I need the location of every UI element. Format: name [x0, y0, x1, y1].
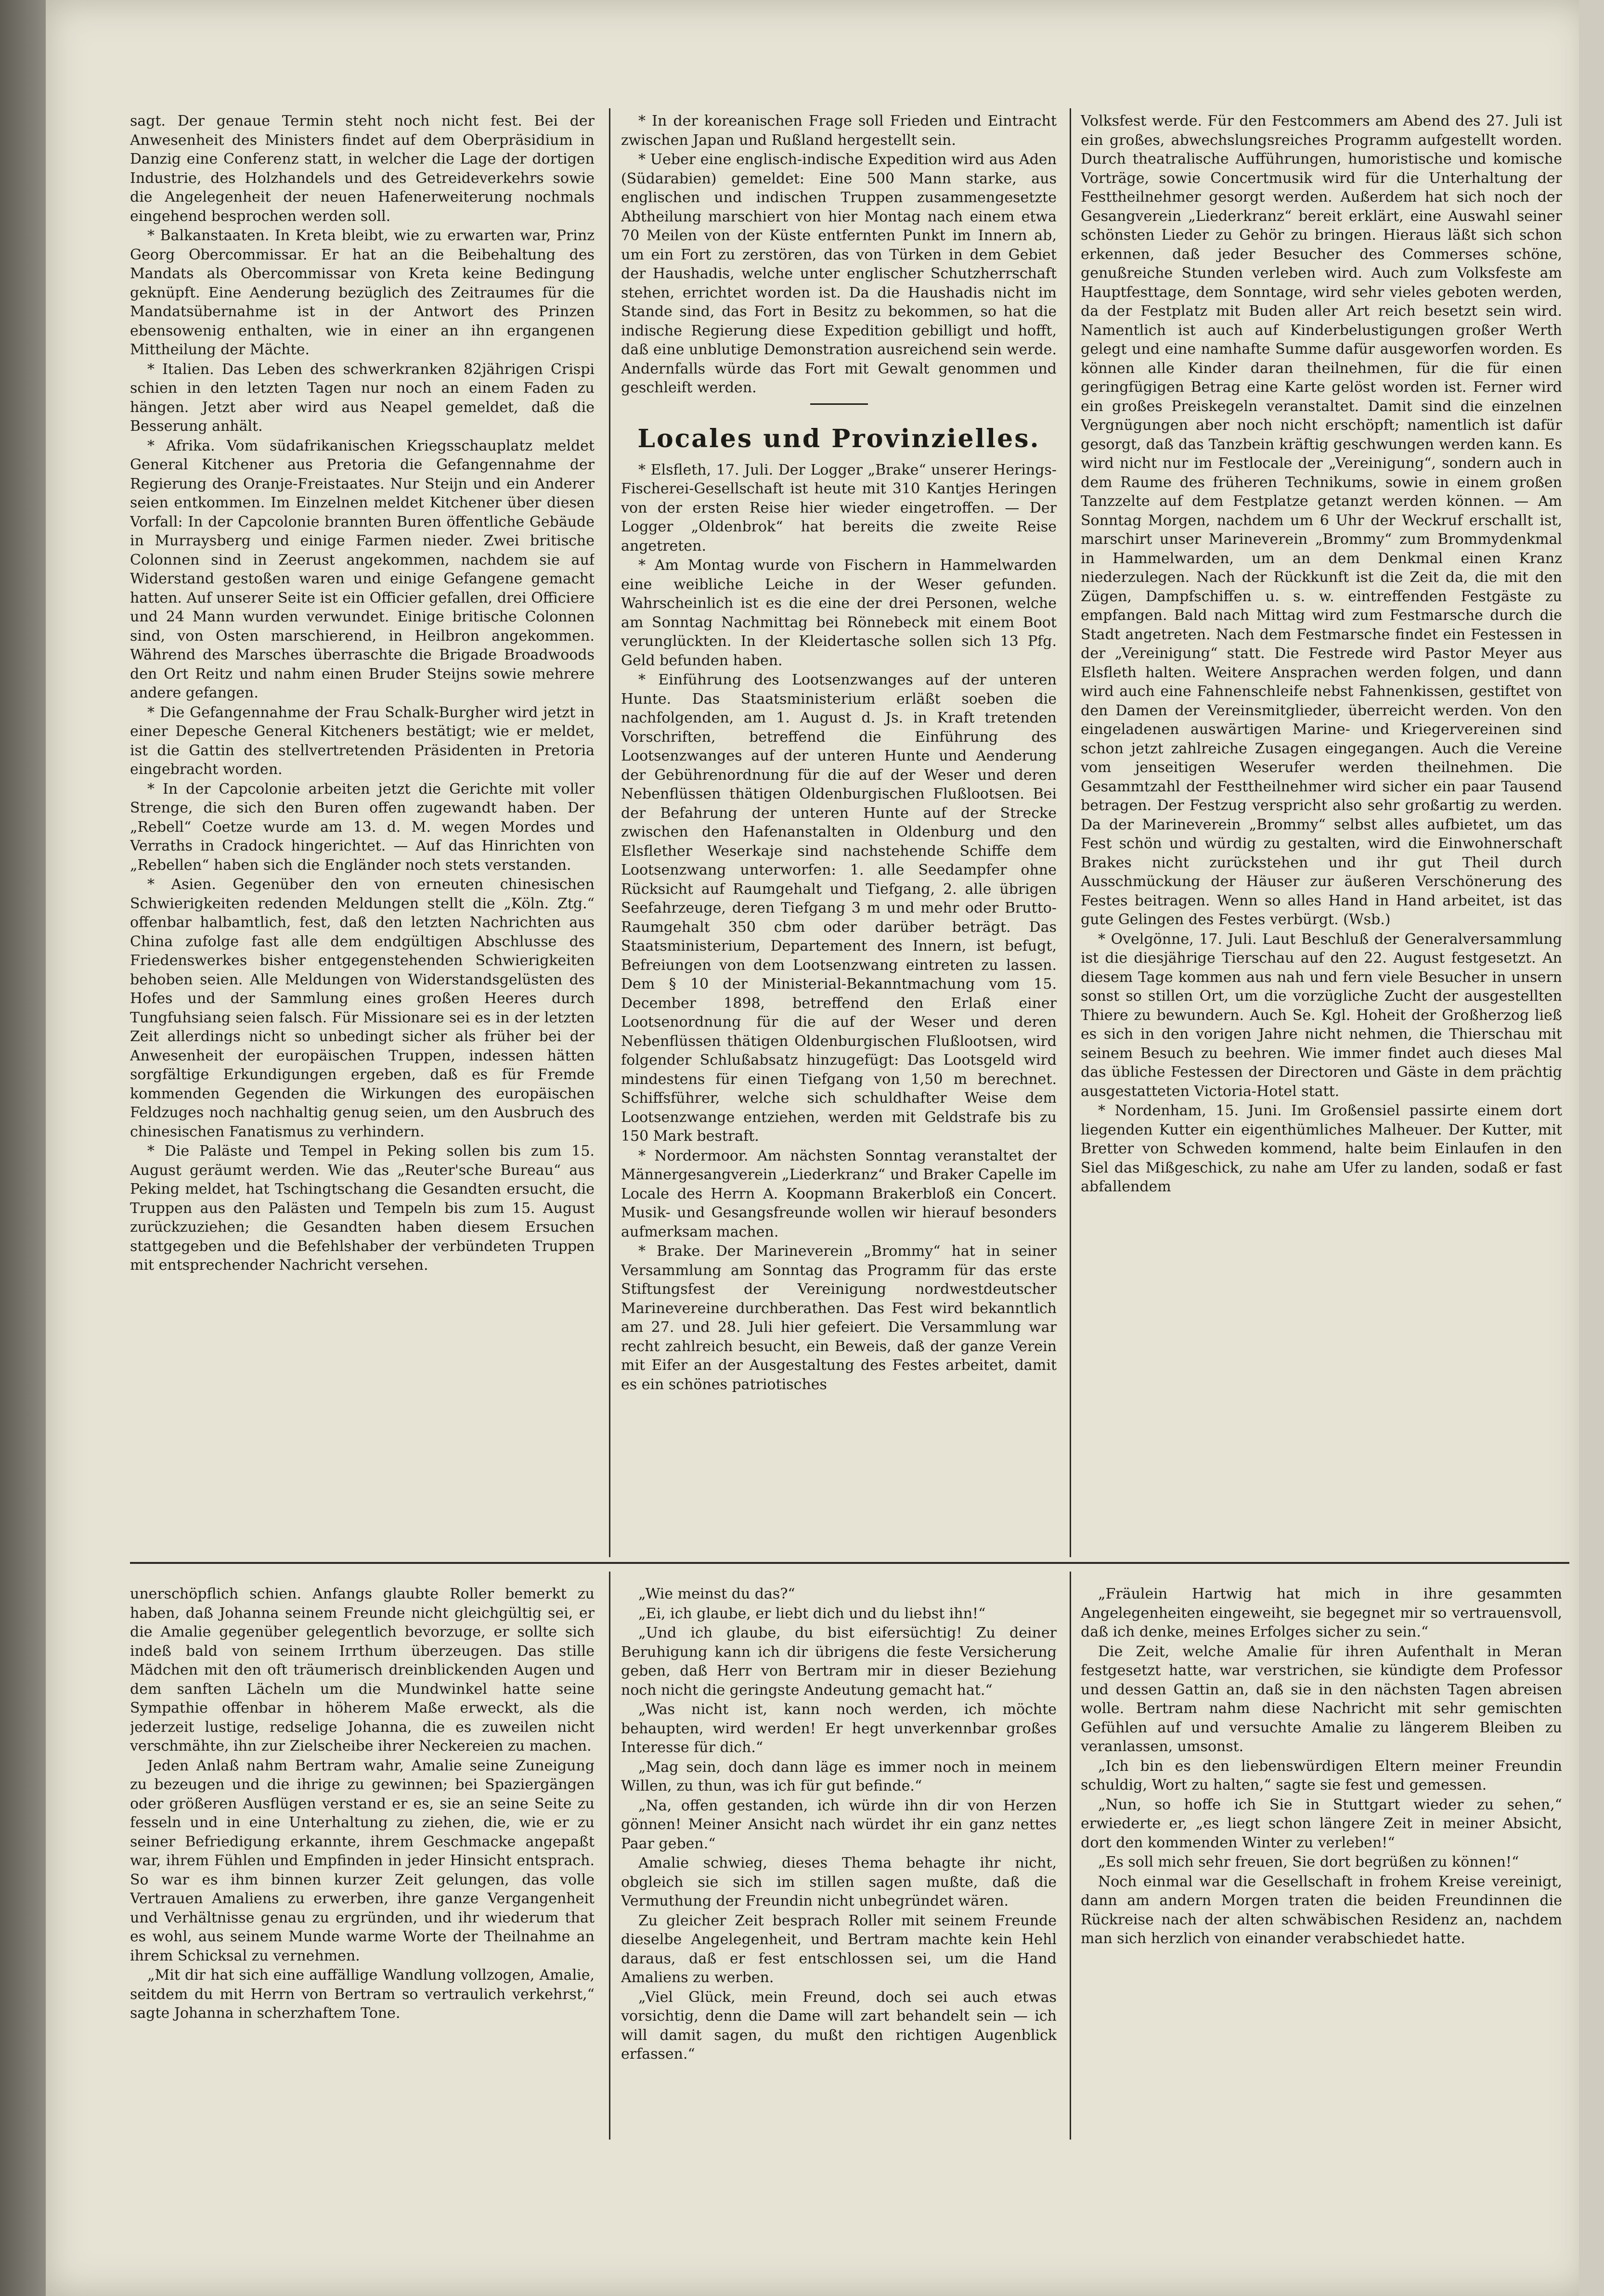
story-paragraph: „Na, offen gestanden, ich würde ihn dir von Herzen gönnen! Meiner Ansicht nach würdet ihr ein ganz nettes Paar geben.“ — [621, 1797, 1057, 1852]
story-paragraph: „Was nicht ist, kann noch werden, ich möchte behaupten, wird werden! Er hegt unverkennbar großes Interesse für dich.“ — [621, 1701, 1057, 1756]
section-divider — [810, 403, 868, 405]
story-paragraph: „Ich bin es den liebenswürdigen Eltern meiner Freundin schuldig, Wort zu halten,“ sagte sie fest und gemessen. — [1081, 1757, 1562, 1793]
article-afrika: * Afrika. Vom südafrikanischen Kriegsschauplatz meldet General Kitchener aus Pretoria die Gefangennahme der Regierung des Oranje-Freistaates. Nur Steijn und ein Anderer seien entkommen. Im Einzelnen meldet Kitchener über diesen Vorfall: In der Capcolonie brannten Buren öffentliche Gebäude in Murraysberg und einige Farmen nieder. Zwei britische Colonnen sind in Zeerust angekommen, nachdem sie auf Widerstand gestoßen waren und einige Gefangene gemacht hatten. Auf unserer Seite ist ein Officier gefallen, drei Officiere und 24 Mann wurden verwundet. Einige britische Colonnen sind, von Osten marschierend, in Heilbron angekommen. Während des Marsches überraschte die Brigade Broadwoods den Ort Reitz und nahm einen Bruder Steijns sowie mehrere andere gefangen. — [130, 437, 595, 701]
story-paragraph: „Wie meinst du das?“ — [638, 1586, 795, 1602]
article-nordermoor: * Nordermoor. Am nächsten Sonntag veranstaltet der Männergesangverein „Liederkranz“ und Braker Capelle im Locale des Herrn A. Koopmann Brakerbloß ein Concert. Musik- und Gesangsfreunde wollen wir hierauf besonders aufmerksam machen. — [621, 1147, 1057, 1240]
news-column-1 — [130, 112, 595, 1556]
story-paragraph: Zu gleicher Zeit besprach Roller mit seinem Freunde dieselbe Angelegenheit, und Bertram machte kein Hehl daraus, daß er fest entschlossen sei, um die Hand Amaliens zu werben. — [621, 1912, 1057, 1986]
binding-edge — [0, 0, 46, 2296]
article-balkanstaaten: * Balkanstaaten. In Kreta bleibt, wie zu erwarten war, Prinz Georg Obercommissar. Er hat an die Beibehaltung des Mandats als Obercommissar von Kreta keine Bedingung geknüpft. Eine Aenderung bezüglich des Zeitraumes für die Mandatsübernahme ist in der Antwort des Prinzen ebensowenig enthalten, wie in einer an ihn ergangenen Mittheilung der Mächte. — [130, 227, 595, 358]
story-paragraph: „Mit dir hat sich eine auffällige Wandlung vollzogen, Amalie, seitdem du mit Herrn von Bertram so vertraulich verkehrst,“ sagte Johanna in scherzhaftem Tone. — [130, 1967, 595, 2022]
article-peking: * Die Paläste und Tempel in Peking sollen bis zum 15. August geräumt werden. Wie das „Reuter'sche Bureau“ aus Peking meldet, hat Tschingtschang die Gesandten ersucht, die Truppen aus den Palästen und Tempeln bis zum 15. August zurückzuziehen; die Gesandten haben diesem Ersuchen stattgegeben und die Befehlshaber der verbündeten Truppen mit entsprechender Nachricht versehen. — [130, 1143, 595, 1274]
news-column-3 — [1081, 112, 1562, 1556]
feuilleton-column-3 — [1081, 1585, 1562, 2138]
feuilleton-column-2 — [621, 1585, 1057, 2138]
news-column-2 — [621, 112, 1057, 1556]
article-capcolonie: * In der Capcolonie arbeiten jetzt die Gerichte mit voller Strenge, die sich den Buren offen zugewandt haben. Der „Rebell“ Coetze wurde am 13. d. M. wegen Mordes und Verraths in Cradock hingerichtet. — Auf das Hinrichten von „Rebellen“ haben sich die Engländer noch stets verstanden. — [130, 780, 595, 874]
article-hammelwarden: * Am Montag wurde von Fischern in Hammelwarden eine weibliche Leiche in der Weser gefunden. Wahrscheinlich ist es die eine der drei Personen, welche am Sonntag Nachmittag bei Rönnebeck mit einem Boot verunglückten. In der Kleidertasche sollen sich 13 Pfg. Geld befunden haben. — [621, 557, 1057, 669]
story-paragraph: Die Zeit, welche Amalie für ihren Aufenthalt in Meran festgesetzt hatte, war verstrichen, sie kündigte dem Professor und dessen Gattin an, daß sie in den nächsten Tagen abreisen wolle. Bertram nahm diese Nachricht mit sehr gemischten Gefühlen auf und versuchte Amalie zu längerem Bleiben zu veranlassen, umsonst. — [1081, 1643, 1562, 1755]
article-elsfleth: * Elsfleth, 17. Juli. Der Logger „Brake“ unserer Herings-Fischerei-Gesellschaft ist heute mit 310 Kantjes Heringen von der ersten Reise hier wieder eingetroffen. — Der Logger „Oldenbrok“ hat bereits die zweite Reise angetreten. — [621, 461, 1057, 555]
article-paragraph: sagt. Der genaue Termin steht noch nicht fest. Bei der Anwesenheit des Ministers findet auf dem Oberpräsidium in Danzig eine Conferenz statt, in welcher die Lage der dortigen Industrie, des Holzhandels und des Getreideverkehrs sowie die Angelegenheit der neuen Hafenerweiterung nochmals eingehend besprochen werden soll. — [130, 113, 595, 225]
article-asien: * Asien. Gegenüber den von erneuten chinesischen Schwierigkeiten redenden Meldungen stellt die „Köln. Ztg.“ offenbar halbamtlich, fest, daß den letzten Nachrichten aus China zufolge fast alle dem endgültigen Abschlusse des Friedenswerkes bisher entgegenstehenden Schwierigkeiten behoben seien. Alle Meldungen von Widerstandsgelüsten des Hofes und der Sammlung eines großen Heeres durch Tungfuhsiang seien falsch. Für Missionare sei es in der letzten Zeit allerdings nicht so unbedingt sicher als früher bei der Anwesenheit der europäischen Truppen, indessen hätten sorgfältige Erkundigungen ergeben, daß es für Fremde kommenden Gegenden die Wirkungen des europäischen Feldzuges noch nachhaltig genug seien, um den Ausbruch des chinesischen Fanatismus zu verhindern. — [130, 876, 595, 1140]
column-rule-1 — [609, 108, 610, 1557]
story-paragraph: „Fräulein Hartwig hat mich in ihre gesammten Angelegenheiten eingeweiht, sie begegnet mir so vertrauensvoll, daß ich denke, meines Erfolges sicher zu sein.“ — [1081, 1586, 1562, 1640]
article-lootsenzwang: * Einführung des Lootsenzwanges auf der unteren Hunte. Das Staatsministerium erläßt soeben die nachfolgenden, am 1. August d. Js. in Kraft tretenden Vorschriften, betreffend die Einführung des Lootsenzwanges auf der unteren Hunte und Aenderung der Gebührenordnung für die auf der Weser und deren Nebenflüssen thätigen Oldenburgischen Flußlootsen. Bei der Befahrung der unteren Hunte auf der Strecke zwischen den Hafenanstalten in Oldenburg und den Elsflether Weserkaje sind nachstehende Schiffe dem Lootsenzwang unterworfen: 1. alle Seedampfer ohne Rücksicht auf Raumgehalt und Tiefgang, 2. alle übrigen Seefahrzeuge, deren Tiefgang 3 m und mehr oder Brutto-Raumgehalt 350 cbm oder darüber beträgt. Das Staatsministerium, Departement des Innern, ist befugt, Befreiungen von dem Lootsenzwang eintreten zu lassen. Dem § 10 der Ministerial-Bekanntmachung vom 15. December 1898, betreffend den Erlaß einer Lootsenordnung für die auf der Weser und deren Nebenflüssen thätigen Oldenburgischen Flußlootsen, wird folgender Schlußabsatz hinzugefügt: Das Lootsgeld wird mindestens für einen Tiefgang von 1,50 m berechnet. Schiffsführer, welche sich schuldhafter Weise dem Lootsenzwange entziehen, werden mit Geldstrafe bis zu 150 Mark bestraft. — [621, 671, 1057, 1145]
story-paragraph: „Ei, ich glaube, er liebt dich und du liebst ihn!“ — [638, 1605, 986, 1622]
article-brake-continued: Volksfest werde. Für den Festcommers am Abend des 27. Juli ist ein großes, abwechslungsreiches Programm aufgestellt worden. Durch theatralische Aufführungen, humoristische und komische Vorträge, sowie Concertmusik wird für die Unterhaltung der Festtheilnehmer gesorgt werden. Außerdem hat sich noch der Gesangverein „Liederkranz“ bereit erklärt, eine Auswahl seiner schönsten Lieder zu Gehör zu bringen. Hieraus läßt sich schon erkennen, daß jeder Besucher des Commerses schöne, genußreiche Stunden verleben wird. Auch zum Volksfeste am Hauptfesttage, dem Sonntage, wird sehr vieles geboten werden, da der Festplatz mit Buden aller Art reich besetzt sein wird. Namentlich ist auch auf Kinderbelustigungen großer Werth gelegt und eine namhafte Summe dafür ausgeworfen worden. Es können alle Kinder daran theilnehmen, für die für einen geringfügigen Betrag eine Karte gelöst worden ist. Ferner wird ein großes Preiskegeln veranstaltet. Damit sind die einzelnen Vergnügungen aber noch nicht erschöpft; namentlich ist dafür gesorgt, daß das Tanzbein kräftig geschwungen werden kann. Es wird nicht nur im Festlocale der „Vereinigung“, sondern auch in dem Raume des früheren Technikums, sowie in einem großen Tanzzelte auf dem Festplatze getanzt werden können. — Am Sonntag Morgen, nachdem um 6 Uhr der Weckruf erschallt ist, marschirt unser Marineverein „Brommy“ zum Brommydenkmal in Hammelwarden, um an dem Denkmal einen Kranz niederzulegen. Nach der Rückkunft ist die Zeit da, die mit den Zügen, Dampfschiffen u. s. w. eintreffenden Festgäste zu empfangen. Bald nach Mittag wird zum Festmarsche durch die Stadt angetreten. Nach dem Festmarsche findet ein Festessen in der „Vereinigung“ statt. Die Festrede wird Pastor Meyer aus Elsfleth halten. Weitere Ansprachen werden folgen, und dann wird auch eine Fahnenschleife nebst Fahnenkissen, gestiftet von den Damen der Vereinsmitglieder, überreicht werden. Von den eingeladenen auswärtigen Marine- und Kriegervereinen sind schon jetzt zahlreiche Zusagen eingegangen. Auch die Vereine vom jenseitigen Weserufer werden theilnehmen. Die Gesammtzahl der Festtheilnehmer wird sicher ein paar Tausend betragen. Der Festzug verspricht also sehr großartig zu werden. Da der Marineverein „Brommy“ selbst alles aufbietet, um das Fest schön und würdig zu gestalten, wird die Einwohnerschaft Brakes nicht zurückstehen und ihr gut Theil durch Ausschmückung der Häuser zur äußeren Verschönerung des Festes beitragen. Wenn so alles Hand in Hand arbeitet, ist das gute Gelingen des Festes verbürgt. (Wsb.) — [1081, 113, 1562, 928]
article-korea: * In der koreanischen Frage soll Frieden und Eintracht zwischen Japan und Rußland hergestellt sein. — [621, 113, 1057, 149]
story-paragraph: Amalie schwieg, dieses Thema behagte ihr nicht, obgleich sie sich im stillen sagen mußte, daß die Vermuthung der Freundin nicht unbegründet wären. — [621, 1855, 1057, 1909]
article-brake: * Brake. Der Marineverein „Brommy“ hat in seiner Versammlung am Sonntag das Programm für das erste Stiftungsfest der Vereinigung nordwestdeutscher Marinevereine durchberathen. Das Fest wird bekanntlich am 27. und 28. Juli hier gefeiert. Die Versammlung war recht zahlreich besucht, ein Beweis, daß der ganze Verein mit Eifer an der Ausgestaltung des Festes arbeitet, damit es ein schönes patriotisches — [621, 1243, 1057, 1393]
article-ovelgoenne: * Ovelgönne, 17. Juli. Laut Beschluß der Generalversammlung ist die diesjährige Tierschau auf den 22. August festgesetzt. An diesem Tage kommen aus nah und fern viele Besucher in unsern sonst so stillen Ort, um die vorzügliche Zucht der ausgestellten Thiere zu bewundern. Auch Se. Kgl. Hoheit der Großherzog ließ es sich in den vorigen Jahre nicht nehmen, die Thierschau mit seinem Besuch zu beehren. Wie immer findet auch dieses Mal das übliche Festessen der Directoren und Gäste in dem prächtig ausgestatteten Victoria-Hotel statt. — [1081, 930, 1562, 1100]
article-schalk-burgher: * Die Gefangennahme der Frau Schalk-Burgher wird jetzt in einer Depesche General Kitcheners bestätigt; wie er meldet, ist die Gattin des stellvertretenden Präsidenten in Pretoria eingebracht worden. — [130, 704, 595, 778]
article-aden-expedition: * Ueber eine englisch-indische Expedition wird aus Aden (Südarabien) gemeldet: Eine 500 Mann starke, aus englischen und indischen Truppen zusammengesetzte Abtheilung marschiert von hier Montag nach einem etwa 70 Meilen von der Küste entfernten Punkt im Innern ab, um ein Fort zu zerstören, das von Türken in dem Gebiet der Haushadis, welche unter englischer Schutzherrschaft stehen, errichtet worden ist. Da die Haushadis nicht im Stande sind, das Fort in Besitz zu bekommen, so hat die indische Regierung diese Expedition gebilligt und hofft, daß eine unblutige Demonstration ausreichend sein werde. Andernfalls würde das Fort mit Gewalt genommen und geschleift werden. — [621, 151, 1057, 396]
story-paragraph: unerschöpflich schien. Anfangs glaubte Roller bemerkt zu haben, daß Johanna seinem Freunde nicht gleichgültig sei, er die Amalie gegenüber gelegentlich bevorzuge, er sollte sich indeß bald von seinem Irrthum überzeugen. Das stille Mädchen mit den oft träumerisch dreinblickenden Augen und dem sanften Lächeln um die Mundwinkel hatte seine Sympathie offenbar in höherem Maße erweckt, als die jederzeit lustige, redselige Johanna, die es zuweilen nicht verschmähte, ihn zur Zielscheibe ihrer Neckereien zu machen. — [130, 1586, 595, 1754]
article-italien: * Italien. Das Leben des schwerkranken 82jährigen Crispi schien in den letzten Tagen nur noch an einem Faden zu hängen. Jetzt aber wird aus Neapel gemeldet, daß die Besserung anhält. — [130, 361, 595, 435]
column-rule-3 — [609, 1572, 610, 2140]
story-paragraph: Jeden Anlaß nahm Bertram wahr, Amalie seine Zuneigung zu bezeugen und die ihrige zu gewinnen; bei Spaziergängen oder größeren Ausflügen verstand er es, sie an seine Seite zu fesseln und in eine Unterhaltung zu ziehen, die, wie er zu seiner Befriedigung erkannte, ihrem Geschmacke angepaßt war, ihrem Fühlen und Empfinden in jeder Hinsicht entsprach. So war es ihm binnen kurzer Zeit gelungen, das volle Vertrauen Amaliens zu erwerben, ihre ganze Vergangenheit und Verhältnisse genau zu ergründen, und ihr wiederum that es wohl, aus seinem Munde warme Worte der Theilnahme an ihrem Schicksal zu vernehmen. — [130, 1757, 595, 1964]
feuilleton-rule — [130, 1562, 1569, 1564]
story-paragraph: „Nun, so hoffe ich Sie in Stuttgart wieder zu sehen,“ erwiederte er, „es liegt schon längere Zeit in meiner Absicht, dort den kommenden Winter zu verleben!“ — [1081, 1796, 1562, 1851]
article-nordenham: * Nordenham, 15. Juni. Im Großensiel passirte einem dort liegenden Kutter ein eigenthümliches Malheuer. Der Kutter, mit Bretter von Schweden kommend, halte beim Einlaufen in den Siel das Mißgeschick, zu nahe am Ufer zu landen, sodaß er fast abfallendem — [1081, 1102, 1562, 1195]
story-paragraph: „Viel Glück, mein Freund, doch sei auch etwas vorsichtig, denn die Dame will zart behandelt sein — ich will damit sagen, du mußt den richtigen Augenblick erfassen.“ — [621, 1988, 1057, 2063]
story-paragraph: Noch einmal war die Gesellschaft in frohem Kreise vereinigt, dann am andern Morgen traten die beiden Freundinnen die Rückreise nach der alten schwäbischen Residenz an, nachdem man sich herzlich von einander verabschiedet hatte. — [1081, 1873, 1562, 1947]
column-rule-2 — [1070, 108, 1071, 1557]
story-paragraph: „Es soll mich sehr freuen, Sie dort begrüßen zu können!“ — [1098, 1854, 1519, 1870]
adjacent-page-edge — [1579, 0, 1604, 2296]
story-paragraph: „Mag sein, doch dann läge es immer noch in meinem Willen, zu thun, was ich für gut befinde.“ — [621, 1758, 1057, 1794]
story-paragraph: „Und ich glaube, du bist eifersüchtig! Zu deiner Beruhigung kann ich dir übrigens die feste Versicherung geben, daß Herr von Bertram mir in dieser Beziehung noch nicht die geringste Andeutung gemacht hat.“ — [621, 1625, 1057, 1699]
section-heading-locales: Locales und Provinzielles. — [637, 424, 1040, 453]
column-rule-4 — [1070, 1572, 1071, 2140]
feuilleton-column-1 — [130, 1585, 595, 2138]
